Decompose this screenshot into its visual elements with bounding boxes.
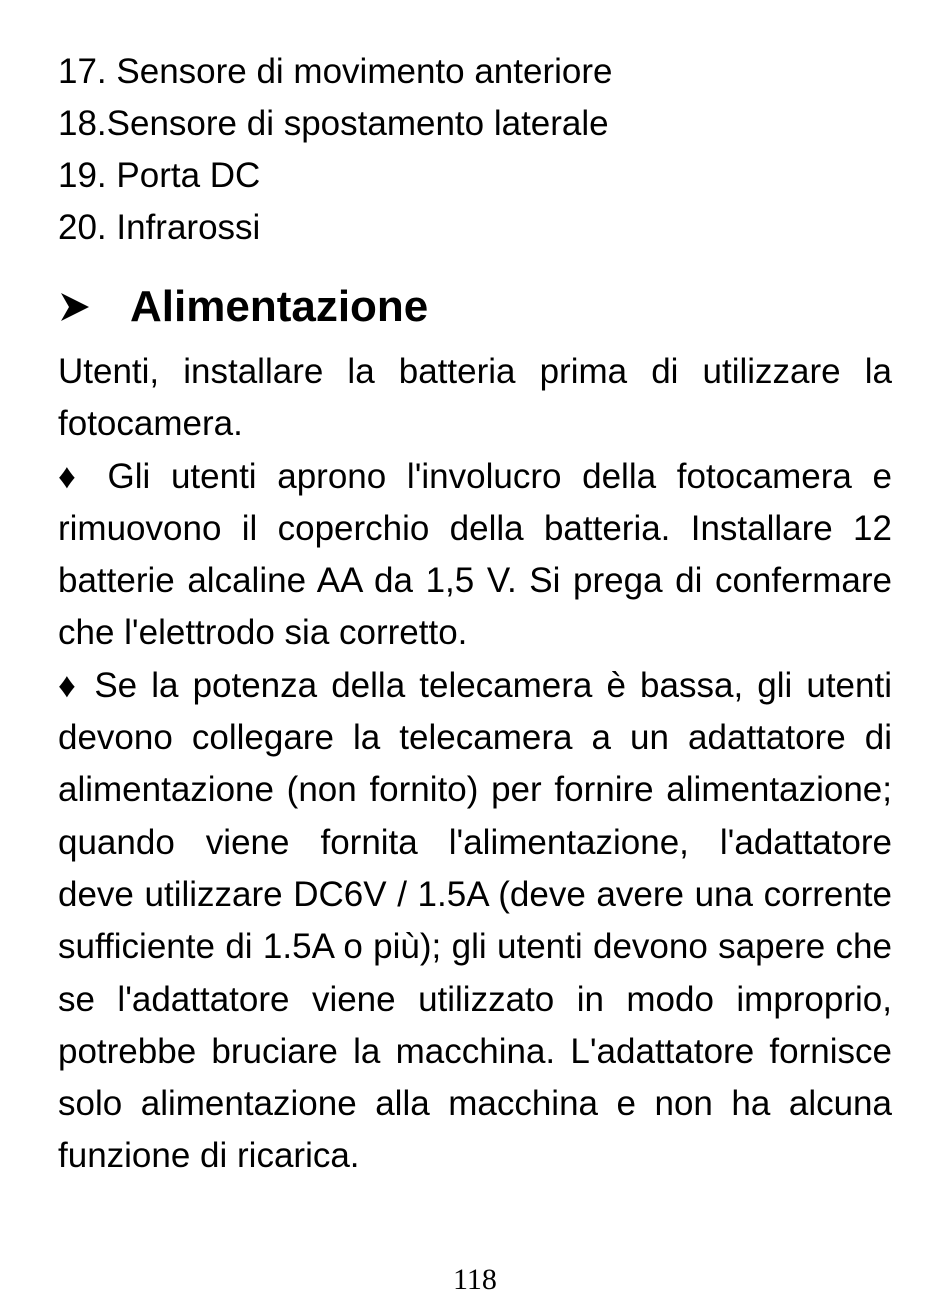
section-title: Alimentazione bbox=[130, 282, 429, 331]
arrow-bullet-icon bbox=[58, 290, 130, 324]
list-item: 19. Porta DC bbox=[58, 156, 261, 195]
list-item: 18.Sensore di spostamento laterale bbox=[58, 104, 609, 143]
section-heading bbox=[58, 278, 892, 336]
list-item: 20. Infrarossi bbox=[58, 208, 261, 247]
page-number: 118 bbox=[453, 1263, 497, 1296]
list-item: 17. Sensore di movimento anteriore bbox=[58, 52, 613, 91]
component-list bbox=[58, 46, 892, 254]
paragraph: Utenti, installare la batteria prima di utilizzare la fotocamera. bbox=[58, 352, 892, 444]
manual-page bbox=[58, 46, 892, 1183]
paragraph: ♦ Se la potenza della telecamera è bassa, gli utenti devono collegare la telecamera a un adattatore di alimentazione (non fornito) per fornire alimentazione; quando viene fornita l'alimentazione, l'adattatore deve utilizzare DC6V / 1.5A (deve avere una corrente sufficiente di 1.5A o più); gli utenti devono sapere che se l'adattatore viene utilizzato in modo improprio, potrebbe bruciare la macchina. L'adattatore fornisce solo alimentazione alla macchina e non ha alcuna funzione di ricarica. bbox=[58, 665, 892, 1176]
body-text bbox=[58, 346, 892, 1183]
paragraph: ♦ Gli utenti aprono l'involucro della fotocamera e rimuovono il coperchio della batteria. Installare 12 batterie alcaline AA da 1,5 V. Si prega di confermare che l'elettrodo sia corretto. bbox=[58, 456, 892, 653]
